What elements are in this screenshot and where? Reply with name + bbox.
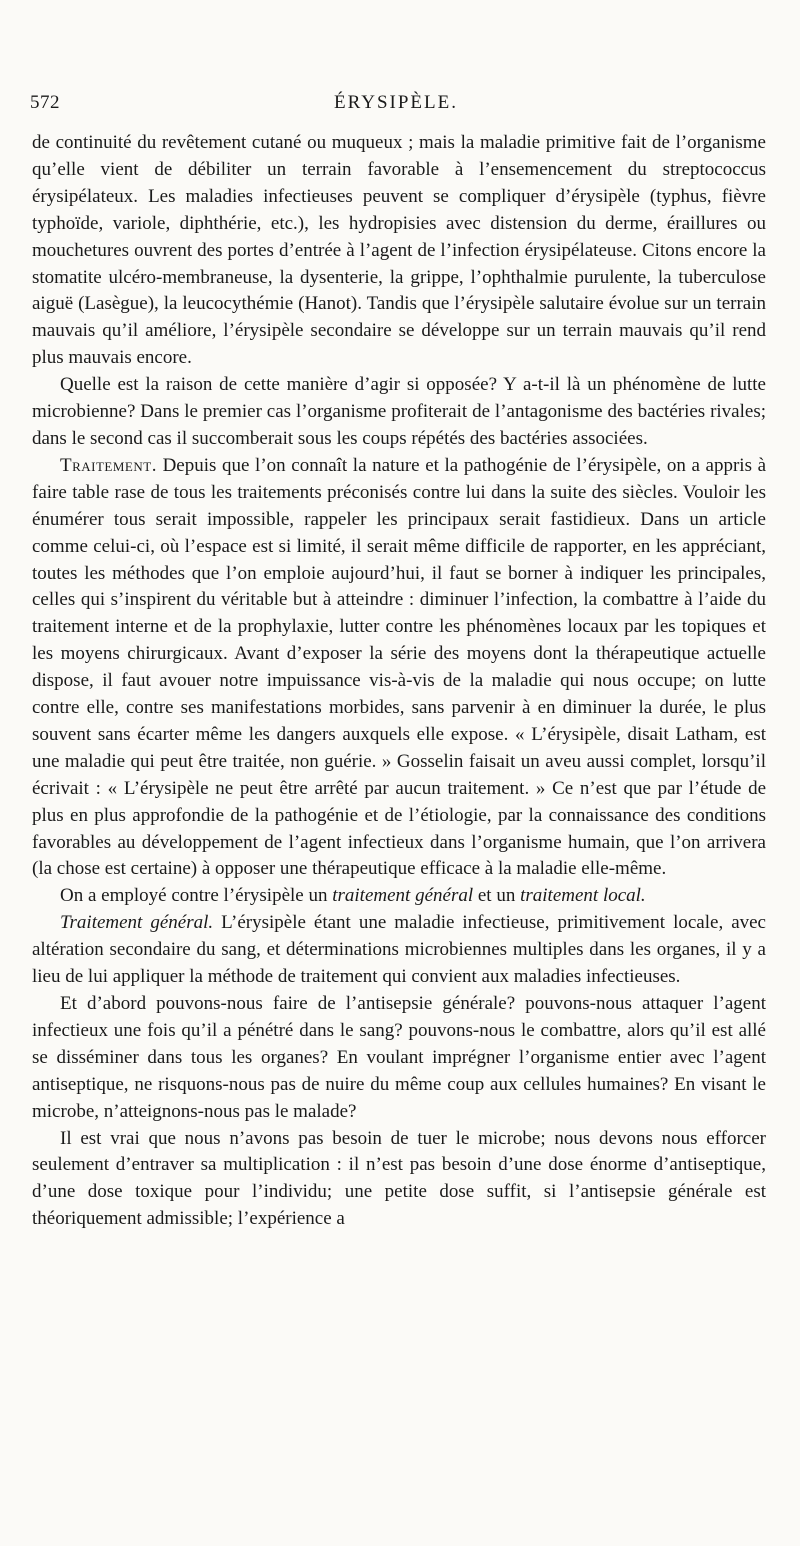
paragraph-antisepsie <box>32 991 766 1126</box>
section-lead-traitement-general: Traitement général. <box>60 912 214 934</box>
body-text <box>32 130 766 1233</box>
page-number: 572 <box>30 92 60 113</box>
paragraph-traitement-general <box>32 910 766 991</box>
paragraph-text: Il est vrai que nous n’avons pas besoin de tuer le microbe; nous devons nous efforcer seulement d’entraver sa multiplication : il n’est pas besoin d’une dose énorme d’antiseptique, d’une dose toxique pour l’individu; une petite dose suffit, si l’antisepsie générale est théoriquement admissible; l’expérience a <box>32 1127 766 1230</box>
paragraph-traitement <box>32 453 766 884</box>
paragraph-text: Et d’abord pouvons-nous faire de l’antisepsie générale? pouvons-nous attaquer l’agent infectieux une fois qu’il a pénétré dans le sang? pouvons-nous le combattre, alors qu’il est allé se disséminer dans tous les organes? En voulant imprégner l’organisme entier avec l’agent antiseptique, ne risquons-nous pas de nuire du même coup aux cellules humaines? En visant le microbe, n’atteignons-nous pas le malade? <box>32 993 766 1122</box>
paragraph-text: et un <box>473 885 521 907</box>
emphasis-traitement-local: traitement local. <box>520 885 646 907</box>
paragraph-question <box>32 372 766 453</box>
paragraph-text: On a employé contre l’érysipèle un <box>60 885 333 907</box>
paragraph-continuation <box>32 130 766 372</box>
paragraph-text: de continuité du revêtement cutané ou muqueux ; mais la maladie primitive fait de l’organisme qu’elle vient de débiliter un terrain favorable à l’ensemencement du streptococcus érysipélateux. Les maladies infectieuses peuvent se compliquer d’érysipèle (typhus, fièvre typhoïde, variole, diphthérie, etc.), les hydropisies avec distension du derme, éraillures ou mouchetures ouvrent des portes d’entrée à l’agent de l’infection érysipélateuse. Citons encore la stomatite ulcéro-membraneuse, la dysenterie, la grippe, l’ophthalmie purulente, la tuberculose aiguë (Lasègue), la leucocythémie (Hanot). Tandis que l’érysipèle salutaire évolue sur un terrain mauvais qu’il améliore, l’érysipèle secondaire se développe sur un terrain mauvais qu’il rend plus mauvais encore. <box>32 132 766 369</box>
paragraph-text: L’érysipèle étant une maladie infectieuse, primitivement locale, avec altération secondaire du sang, et déterminations microbiennes multiples dans les organes, il y a lieu de lui appliquer la méthode de traitement qui convient aux maladies infectieuses. <box>32 912 766 988</box>
paragraph-microbe <box>32 1126 766 1234</box>
running-head: ÉRYSIPÈLE. <box>334 92 458 113</box>
paragraph-text: Depuis que l’on connaît la nature et la pathogénie de l’érysipèle, on a appris à faire table rase de tous les traitements préconisés contre lui dans la suite des siècles. Vouloir les énumérer tous serait impossible, rappeler les principaux serait fastidieux. Dans un article comme celui-ci, où l’espace est si limité, il serait même difficile de rapporter, en les appréciant, toutes les méthodes que l’on emploie aujourd’hui, il faut se borner à indiquer les principales, celles qui s’inspirent du véritable but à atteindre : diminuer l’infection, la combattre à l’aide du traitement interne et de la prophylaxie, lutter contre les phénomènes locaux par les topiques et les moyens chirurgicaux. Avant d’exposer la série des moyens dont la thérapeutique actuelle dispose, il faut avouer notre impuissance vis-à-vis de la maladie qui nous occupe; on lutte contre elle, contre ses manifestations morbides, sans parvenir à en diminuer la durée, le plus souvent sans écarter même les dangers auxquels elle expose. « L’érysipèle, disait Latham, est une maladie qui peut être traitée, non guérie. » Gosselin faisait un aveu aussi complet, lorsqu’il écrivait : « L’érysipèle ne peut être arrêté par aucun traitement. » Ce n’est que par l’étude de plus en plus approfondie de la pathogénie et de l’étiologie, par la connaissance des conditions favorables au développement de l’agent infectieux dans l’organisme humain, que l’on arrivera (la chose est certaine) à opposer une thérapeutique efficace à la maladie elle-même. <box>32 454 766 880</box>
section-lead-traitement: Traitement. <box>60 454 157 476</box>
paragraph-text: Quelle est la raison de cette manière d’agir si opposée? Y a-t-il là un phénomène de lutte microbienne? Dans le premier cas l’organisme profiterait de l’antagonisme des bactéries rivales; dans le second cas il succomberait sous les coups répétés des bactéries associées. <box>32 374 766 449</box>
emphasis-traitement-general: traitement général <box>332 885 474 907</box>
paragraph-methods <box>32 883 766 910</box>
page-header <box>30 92 762 126</box>
